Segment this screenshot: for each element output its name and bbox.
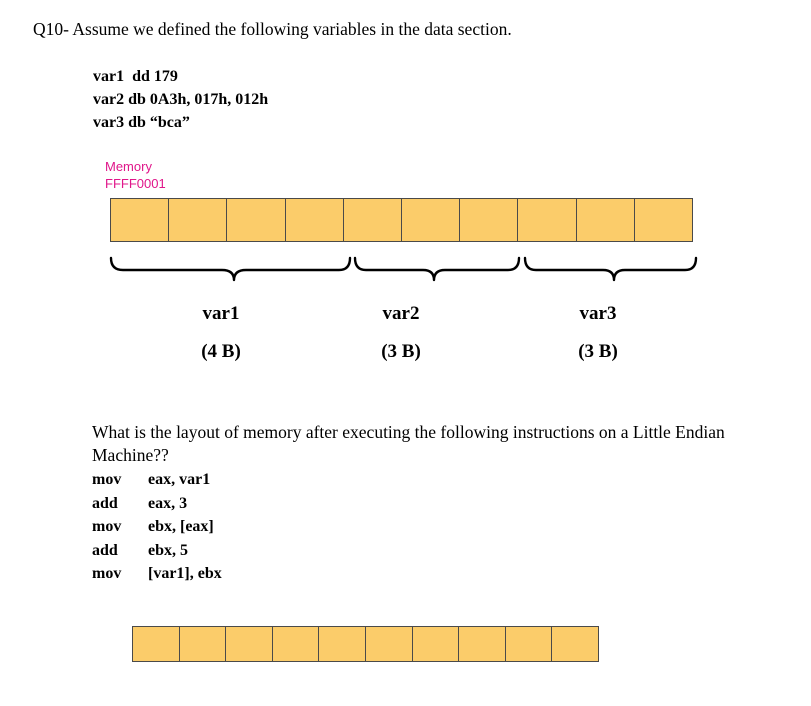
memory-row-result	[132, 626, 599, 662]
memory-address: FFFF0001	[105, 176, 166, 191]
declaration-var1: var1 dd 179	[93, 68, 178, 85]
var3-size: (3 B)	[578, 341, 618, 362]
brace-var1	[111, 258, 350, 280]
memory-cell	[518, 199, 576, 241]
memory-cell	[413, 627, 460, 661]
var2-name: var2	[382, 303, 420, 324]
memory-cell	[180, 627, 227, 661]
brace-var3	[525, 258, 696, 280]
instruction-line: mov [var1], ebx	[92, 565, 222, 582]
memory-cell	[111, 199, 169, 241]
memory-label: Memory	[105, 159, 152, 174]
declaration-var2: var2 db 0A3h, 017h, 012h	[93, 91, 269, 108]
variable-braces	[0, 250, 811, 290]
memory-row-initial	[110, 198, 693, 242]
memory-cell	[169, 199, 227, 241]
instruction-line: add eax, 3	[92, 494, 188, 512]
memory-cell	[506, 627, 553, 661]
memory-cell	[344, 199, 402, 241]
memory-cell	[460, 199, 518, 241]
var2-size: (3 B)	[381, 341, 421, 362]
instruction-list	[92, 468, 222, 586]
var1-name: var1	[202, 303, 240, 324]
instruction-line: add ebx, 5	[92, 541, 188, 559]
memory-label-block	[105, 158, 166, 192]
memory-cell	[273, 627, 320, 661]
instruction-line: mov ebx, [eax]	[92, 518, 214, 535]
memory-cell	[552, 627, 598, 661]
question-title: Q10- Assume we defined the following variables in the data section.	[33, 19, 512, 39]
declaration-var3: var3 db “bca”	[93, 114, 190, 131]
memory-cell	[459, 627, 506, 661]
memory-cell	[227, 199, 285, 241]
brace-var2	[355, 258, 519, 280]
memory-cell	[286, 199, 344, 241]
memory-cell	[226, 627, 273, 661]
memory-cell	[402, 199, 460, 241]
var3-name: var3	[579, 303, 617, 324]
declarations-block	[93, 65, 268, 134]
layout-question: What is the layout of memory after executing the following instructions on a Little Endian Machine??	[92, 422, 725, 465]
memory-cell	[635, 199, 692, 241]
memory-cell	[577, 199, 635, 241]
var1-size: (4 B)	[201, 341, 241, 362]
instruction-line: mov eax, var1	[92, 471, 211, 488]
memory-cell	[319, 627, 366, 661]
memory-cell	[133, 627, 180, 661]
memory-cell	[366, 627, 413, 661]
